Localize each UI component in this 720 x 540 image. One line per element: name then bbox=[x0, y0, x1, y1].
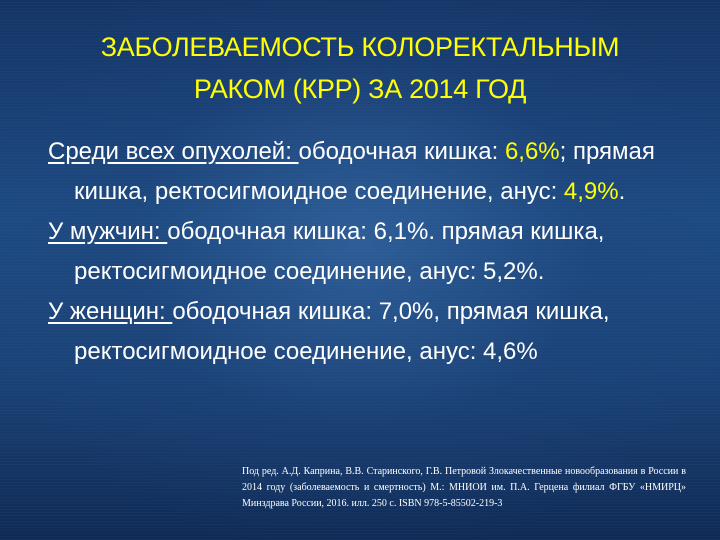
title-line-2: РАКОМ (КРР) ЗА 2014 ГОД bbox=[193, 74, 527, 104]
paragraph-text: ободочная кишка: 6,1%. прямая кишка, ректосигмоидное соединение, анус: 5,2%. bbox=[74, 218, 605, 285]
source-citation: Под ред. А.Д. Каприна, В.В. Старинского, Г.В. Петровой Злокачественные новообразования в России в 2014 году (заболеваемость и смертность) М.: МНИОИ им. П.А. Герцена филиал ФГБУ «НМИРЦ» Минздрава России, 2016. илл. 250 с. ISBN 978-5-85502-219-3 bbox=[242, 466, 686, 509]
paragraph-text: ободочная кишка: 7,0%, прямая кишка, ректосигмоидное соединение, анус: 4,6% bbox=[74, 298, 610, 365]
paragraph-lead: Среди всех опухолей: bbox=[48, 138, 299, 165]
title-line-1: ЗАБОЛЕВАЕМОСТЬ КОЛОРЕКТАЛЬНЫМ bbox=[100, 32, 620, 62]
highlight-value: 4,9% bbox=[563, 178, 619, 205]
paragraph-lead: У мужчин: bbox=[48, 218, 168, 245]
paragraph-men bbox=[48, 212, 688, 292]
highlight-value: 6,6% bbox=[504, 138, 560, 165]
paragraph-text: ; прямая кишка, ректосигмоидное соединение, анус: bbox=[74, 138, 655, 205]
slide-body bbox=[48, 132, 688, 372]
paragraph-text: . bbox=[618, 178, 626, 205]
paragraph-women bbox=[48, 292, 688, 372]
slide-title bbox=[10, 26, 710, 110]
paragraph-all-tumors bbox=[48, 132, 688, 212]
paragraph-text: ободочная кишка: bbox=[298, 138, 505, 165]
paragraph-lead: У женщин: bbox=[48, 298, 173, 325]
